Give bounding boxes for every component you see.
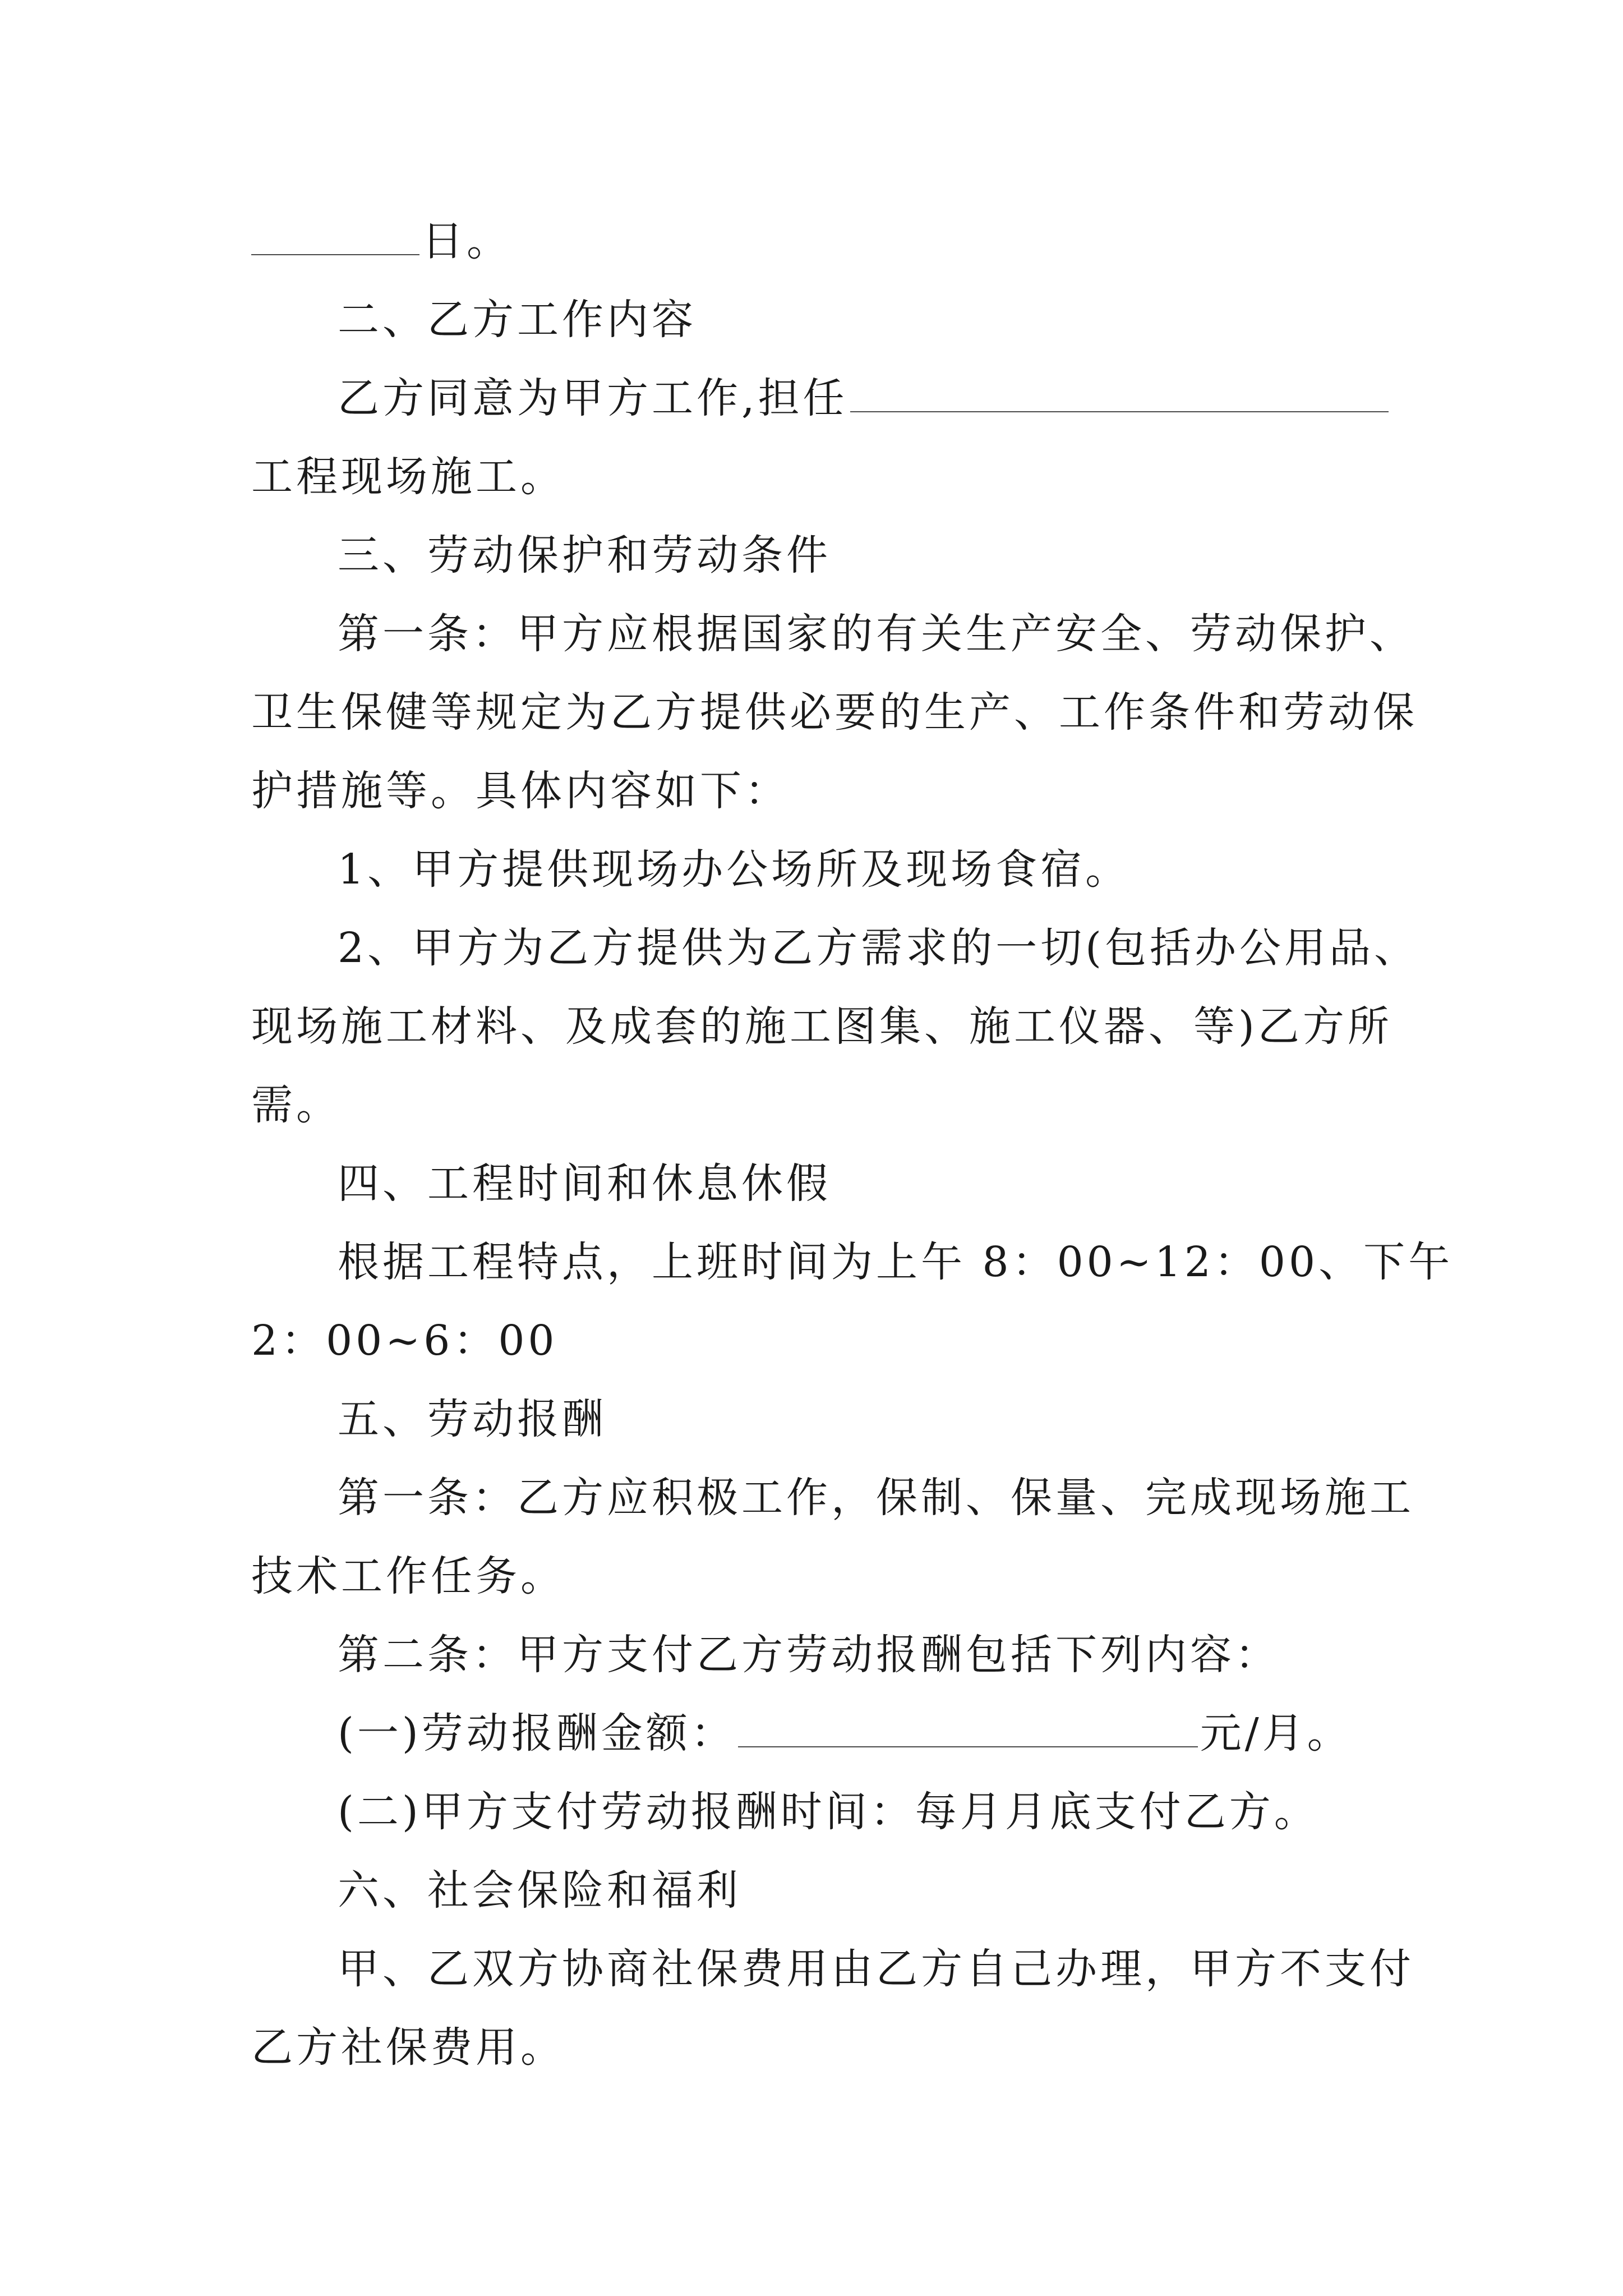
paragraph-line: 第二条：甲方支付乙方劳动报酬包括下列内容：: [338, 1631, 1280, 1679]
paragraph-line: 第一条：甲方应根据国家的有关生产安全、劳动保护、: [338, 610, 1414, 658]
date-blank: [251, 220, 419, 255]
paragraph-line: 甲、乙双方协商社保费用由乙方自己办理，甲方不支付: [338, 1945, 1414, 1993]
section-5-heading: 五、劳动报酬: [338, 1395, 607, 1443]
position-line: [338, 367, 1391, 429]
paragraph-line: 乙方社保费用。: [251, 2023, 565, 2072]
paragraph-line: (二)甲方支付劳动报酬时间：每月月底支付乙方。: [338, 1788, 1319, 1836]
paragraph-line: 护措施等。具体内容如下：: [251, 767, 790, 815]
section-2-heading: 二、乙方工作内容: [338, 296, 697, 344]
paragraph-line: 2：00~6：00: [251, 1317, 558, 1365]
paragraph-line: 工程现场施工。: [251, 453, 565, 501]
paragraph-line: 第一条：乙方应积极工作，保制、保量、完成现场施工: [338, 1474, 1414, 1522]
section-3-heading: 三、劳动保护和劳动条件: [338, 531, 831, 579]
position-prefix: 乙方同意为甲方工作,担任: [338, 374, 848, 422]
paragraph-line: 根据工程特点，上班时间为上午 8：00~12：00、下午: [338, 1238, 1454, 1286]
date-suffix: 日。: [422, 217, 511, 265]
section-6-heading: 六、社会保险和福利: [338, 1866, 741, 1915]
position-blank: [850, 378, 1389, 412]
paragraph-line: 现场施工材料、及成套的施工图集、施工仪器、等)乙方所: [251, 1002, 1393, 1051]
salary-suffix: 元/月。: [1200, 1709, 1352, 1757]
list-item: 2、甲方为乙方提供为乙方需求的一切(包括办公用品、: [338, 924, 1419, 972]
paragraph-line: 卫生保健等规定为乙方提供必要的生产、工作条件和劳动保: [251, 688, 1418, 737]
section-4-heading: 四、工程时间和休息休假: [338, 1159, 831, 1208]
salary-blank: [738, 1713, 1198, 1747]
date-line: [251, 210, 511, 272]
paragraph-line: 需。: [251, 1081, 341, 1129]
list-item: 1、甲方提供现场办公场所及现场食宿。: [338, 845, 1131, 894]
salary-prefix: (一)劳动报酬金额：: [338, 1709, 736, 1757]
salary-line: [338, 1703, 1352, 1764]
paragraph-line: 技术工作任务。: [251, 1552, 565, 1600]
